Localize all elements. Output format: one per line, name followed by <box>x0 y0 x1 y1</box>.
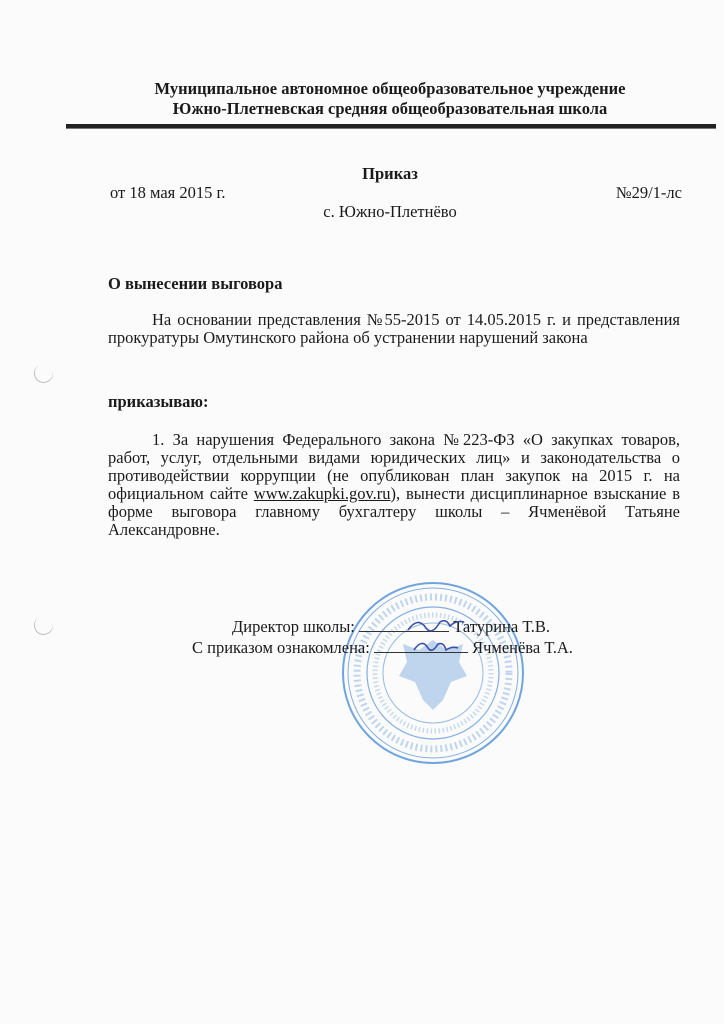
handwritten-signatures <box>400 612 480 662</box>
official-stamp <box>340 580 526 766</box>
order-number: №29/1-лс <box>615 183 682 202</box>
director-label: Директор школы: <box>232 617 355 636</box>
institution-name-line1: Муниципальное автономное общеобразовательное учреждение <box>154 79 626 98</box>
basis-paragraph <box>108 311 680 347</box>
punch-hole-mark <box>31 613 55 637</box>
item-1-paragraph <box>108 431 680 539</box>
item-1-text-start: 1. За нарушения Федерального закона №223-ФЗ «О закупках товаров, работ, услуг, отдельными видами юридических лиц» и законодательства о противодействии коррупции (не опубликован план закупок на 2015 г. на официальном сайте <box>108 430 680 503</box>
order-place: с. Южно-Плетнёво <box>323 202 457 221</box>
acknowledgement-label: С приказом ознакомлена: <box>192 638 370 657</box>
director-name: Татурина Т.В. <box>453 617 551 636</box>
order-title: Приказ <box>362 164 418 183</box>
order-subject: О вынесении выговора <box>108 274 283 293</box>
acknowledgement-name: Ячменёва Т.А. <box>472 638 573 657</box>
basis-text: На основании представления №55-2015 от 14.05.2015 г. и представления прокуратуры Омутинского района об устранении нарушений закона <box>108 310 680 347</box>
director-signature-row <box>232 617 550 637</box>
header-divider <box>66 124 716 129</box>
order-word: приказываю: <box>108 392 209 411</box>
acknowledgement-row <box>192 638 573 658</box>
institution-name-line2: Южно-Плетневская средняя общеобразовательная школа <box>172 99 608 118</box>
zakupki-link[interactable]: www.zakupki.gov.ru <box>253 484 391 503</box>
order-date: от 18 мая 2015 г. <box>110 183 226 202</box>
item-1-text-end: ), вынести дисциплинарное взыскание в форме выговора главному бухгалтеру школы – Ячменёвой Татьяне Александровне. <box>108 484 680 539</box>
punch-hole-mark <box>31 361 55 385</box>
